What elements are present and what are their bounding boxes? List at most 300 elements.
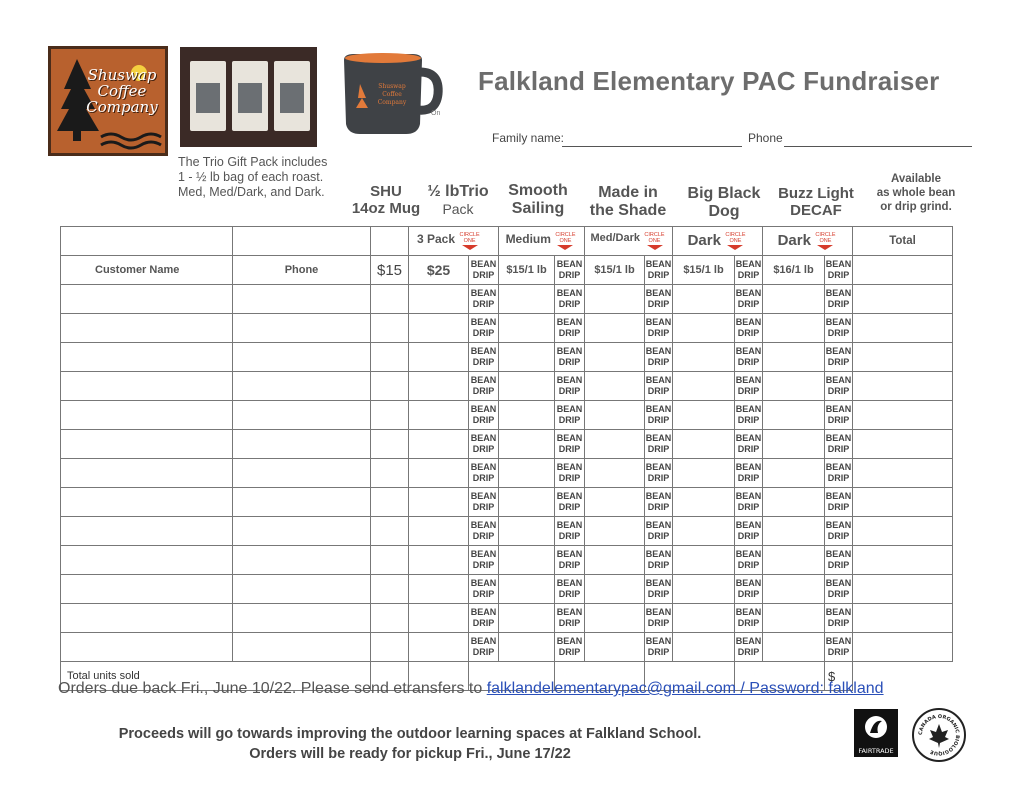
- bean-drip-choice[interactable]: [825, 372, 853, 401]
- bean-drip-choice[interactable]: [825, 633, 853, 662]
- drip-option[interactable]: DRIP: [558, 473, 581, 483]
- drip-option[interactable]: DRIP: [737, 647, 760, 657]
- drip-option[interactable]: DRIP: [737, 299, 760, 309]
- dog-entry-cell[interactable]: [673, 343, 735, 372]
- drip-option[interactable]: DRIP: [737, 589, 760, 599]
- trio-entry-cell[interactable]: [409, 546, 469, 575]
- buzz-entry-cell[interactable]: [763, 343, 825, 372]
- bean-option[interactable]: BEAN: [556, 549, 583, 559]
- bean-option[interactable]: BEAN: [735, 346, 762, 356]
- bean-option[interactable]: BEAN: [825, 288, 852, 298]
- bean-drip-choice[interactable]: [645, 546, 673, 575]
- bean-drip-choice[interactable]: [825, 546, 853, 575]
- bean-option[interactable]: BEAN: [825, 404, 852, 414]
- smooth-entry-cell[interactable]: [499, 459, 555, 488]
- bean-drip-choice[interactable]: [825, 459, 853, 488]
- bean-option[interactable]: BEAN: [825, 462, 852, 472]
- bean-drip-choice[interactable]: [735, 343, 763, 372]
- name-entry-cell[interactable]: [61, 343, 233, 372]
- bean-option[interactable]: BEAN: [556, 404, 583, 414]
- drip-option[interactable]: DRIP: [472, 386, 495, 396]
- total-entry-cell[interactable]: [853, 285, 953, 314]
- bean-option[interactable]: BEAN: [556, 375, 583, 385]
- bean-option[interactable]: BEAN: [735, 433, 762, 443]
- drip-option[interactable]: DRIP: [647, 299, 670, 309]
- phone-entry-cell[interactable]: [233, 372, 371, 401]
- smooth-entry-cell[interactable]: [499, 285, 555, 314]
- phone-entry-cell[interactable]: [233, 488, 371, 517]
- total-entry-cell[interactable]: [853, 430, 953, 459]
- drip-option[interactable]: DRIP: [472, 560, 495, 570]
- smooth-entry-cell[interactable]: [499, 401, 555, 430]
- drip-option[interactable]: DRIP: [827, 618, 850, 628]
- buzz-entry-cell[interactable]: [763, 459, 825, 488]
- bean-option[interactable]: BEAN: [735, 578, 762, 588]
- phone-entry-cell[interactable]: [233, 633, 371, 662]
- bean-drip-choice[interactable]: [555, 343, 585, 372]
- drip-option[interactable]: DRIP: [647, 618, 670, 628]
- smooth-entry-cell[interactable]: [499, 604, 555, 633]
- drip-option[interactable]: DRIP: [827, 444, 850, 454]
- bean-option[interactable]: BEAN: [556, 636, 583, 646]
- drip-option[interactable]: DRIP: [647, 560, 670, 570]
- bean-drip-choice[interactable]: [825, 314, 853, 343]
- bean-option[interactable]: BEAN: [645, 317, 672, 327]
- phone-entry-cell[interactable]: [233, 314, 371, 343]
- name-entry-cell[interactable]: [61, 633, 233, 662]
- shade-entry-cell[interactable]: [585, 517, 645, 546]
- drip-option[interactable]: DRIP: [647, 531, 670, 541]
- drip-option[interactable]: DRIP: [647, 502, 670, 512]
- bean-option[interactable]: BEAN: [645, 346, 672, 356]
- drip-option[interactable]: DRIP: [472, 415, 495, 425]
- total-entry-cell[interactable]: [853, 343, 953, 372]
- buzz-entry-cell[interactable]: [763, 372, 825, 401]
- bean-option[interactable]: BEAN: [645, 491, 672, 501]
- trio-entry-cell[interactable]: [409, 517, 469, 546]
- drip-option[interactable]: DRIP: [827, 415, 850, 425]
- bean-drip-choice[interactable]: [555, 604, 585, 633]
- bean-drip-choice[interactable]: [645, 285, 673, 314]
- total-entry-cell[interactable]: [853, 372, 953, 401]
- bean-drip-choice[interactable]: BEAN DRIP: [825, 256, 853, 285]
- bean-option[interactable]: BEAN: [556, 607, 583, 617]
- shade-entry-cell[interactable]: [585, 604, 645, 633]
- bean-drip-choice[interactable]: [735, 430, 763, 459]
- shade-entry-cell[interactable]: [585, 285, 645, 314]
- bean-option[interactable]: BEAN: [470, 404, 497, 414]
- bean-drip-choice[interactable]: [825, 285, 853, 314]
- bean-drip-choice[interactable]: [469, 575, 499, 604]
- drip-option[interactable]: DRIP: [737, 618, 760, 628]
- drip-option[interactable]: DRIP: [558, 618, 581, 628]
- drip-option[interactable]: DRIP: [737, 415, 760, 425]
- mug-entry-cell[interactable]: [371, 401, 409, 430]
- bean-option[interactable]: BEAN: [735, 462, 762, 472]
- shade-entry-cell[interactable]: [585, 459, 645, 488]
- bean-option[interactable]: BEAN: [735, 549, 762, 559]
- trio-entry-cell[interactable]: [409, 430, 469, 459]
- grand-total-cell[interactable]: $: [825, 662, 853, 691]
- bean-option[interactable]: BEAN: [470, 346, 497, 356]
- bean-option[interactable]: BEAN: [645, 520, 672, 530]
- bean-drip-choice[interactable]: [735, 401, 763, 430]
- bean-drip-choice[interactable]: [645, 314, 673, 343]
- bean-drip-choice[interactable]: [735, 517, 763, 546]
- name-entry-cell[interactable]: [61, 459, 233, 488]
- drip-option[interactable]: DRIP: [558, 502, 581, 512]
- drip-option[interactable]: DRIP: [647, 328, 670, 338]
- bean-option[interactable]: BEAN: [556, 462, 583, 472]
- buzz-entry-cell[interactable]: [763, 604, 825, 633]
- dog-entry-cell[interactable]: [673, 314, 735, 343]
- bean-drip-choice[interactable]: BEAN DRIP: [645, 256, 673, 285]
- drip-option[interactable]: DRIP: [737, 328, 760, 338]
- drip-option[interactable]: DRIP: [827, 531, 850, 541]
- bean-option[interactable]: BEAN: [556, 317, 583, 327]
- name-entry-cell[interactable]: [61, 604, 233, 633]
- drip-option[interactable]: DRIP: [558, 531, 581, 541]
- bean-drip-choice[interactable]: [555, 575, 585, 604]
- bean-option[interactable]: BEAN: [556, 491, 583, 501]
- bean-drip-choice[interactable]: [555, 488, 585, 517]
- name-entry-cell[interactable]: [61, 517, 233, 546]
- buzz-entry-cell[interactable]: [763, 430, 825, 459]
- mug-entry-cell[interactable]: [371, 314, 409, 343]
- phone-entry-cell[interactable]: [233, 285, 371, 314]
- bean-option[interactable]: BEAN: [470, 433, 497, 443]
- bean-option[interactable]: BEAN: [825, 375, 852, 385]
- buzz-entry-cell[interactable]: [763, 575, 825, 604]
- drip-option[interactable]: DRIP: [737, 560, 760, 570]
- name-entry-cell[interactable]: [61, 401, 233, 430]
- bean-drip-choice[interactable]: [555, 430, 585, 459]
- buzz-entry-cell[interactable]: [763, 517, 825, 546]
- bean-drip-choice[interactable]: [555, 285, 585, 314]
- mug-entry-cell[interactable]: [371, 488, 409, 517]
- drip-option[interactable]: DRIP: [647, 473, 670, 483]
- shade-entry-cell[interactable]: [585, 372, 645, 401]
- total-entry-cell[interactable]: [853, 314, 953, 343]
- email-link[interactable]: falklandelementarypac@gmail.com / Password: falkland: [486, 680, 884, 697]
- bean-option[interactable]: BEAN: [735, 375, 762, 385]
- smooth-entry-cell[interactable]: [499, 546, 555, 575]
- bean-option[interactable]: BEAN: [825, 317, 852, 327]
- buzz-entry-cell[interactable]: [763, 314, 825, 343]
- bean-option[interactable]: BEAN: [825, 636, 852, 646]
- drip-option[interactable]: DRIP: [647, 386, 670, 396]
- mug-entry-cell[interactable]: [371, 517, 409, 546]
- drip-option[interactable]: DRIP: [472, 299, 495, 309]
- dog-entry-cell[interactable]: [673, 401, 735, 430]
- shade-entry-cell[interactable]: [585, 401, 645, 430]
- drip-option[interactable]: DRIP: [472, 357, 495, 367]
- trio-entry-cell[interactable]: [409, 401, 469, 430]
- bean-drip-choice[interactable]: [645, 604, 673, 633]
- trio-entry-cell[interactable]: [409, 633, 469, 662]
- bean-drip-choice[interactable]: [825, 517, 853, 546]
- phone-entry-cell[interactable]: [233, 343, 371, 372]
- buzz-entry-cell[interactable]: [763, 488, 825, 517]
- drip-option[interactable]: DRIP: [737, 357, 760, 367]
- bean-option[interactable]: BEAN: [470, 491, 497, 501]
- bean-option[interactable]: BEAN: [556, 520, 583, 530]
- bean-drip-choice[interactable]: [735, 314, 763, 343]
- total-entry-cell[interactable]: [853, 575, 953, 604]
- total-entry-cell[interactable]: [853, 604, 953, 633]
- drip-option[interactable]: DRIP: [647, 589, 670, 599]
- bean-drip-choice[interactable]: [735, 285, 763, 314]
- phone-entry-cell[interactable]: [233, 517, 371, 546]
- buzz-entry-cell[interactable]: [763, 546, 825, 575]
- bean-option[interactable]: BEAN: [825, 520, 852, 530]
- bean-option[interactable]: BEAN: [645, 578, 672, 588]
- bean-option[interactable]: BEAN: [825, 491, 852, 501]
- bean-drip-choice[interactable]: [555, 401, 585, 430]
- total-entry-cell[interactable]: [853, 633, 953, 662]
- name-entry-cell[interactable]: [61, 314, 233, 343]
- bean-option[interactable]: BEAN: [825, 346, 852, 356]
- drip-option[interactable]: DRIP: [737, 444, 760, 454]
- shade-entry-cell[interactable]: [585, 430, 645, 459]
- shade-entry-cell[interactable]: [585, 575, 645, 604]
- bean-option[interactable]: BEAN: [825, 433, 852, 443]
- bean-option[interactable]: BEAN: [735, 636, 762, 646]
- drip-option[interactable]: DRIP: [472, 502, 495, 512]
- bean-drip-choice[interactable]: [555, 517, 585, 546]
- shade-entry-cell[interactable]: [585, 343, 645, 372]
- drip-option[interactable]: DRIP: [647, 647, 670, 657]
- bean-option[interactable]: BEAN: [735, 404, 762, 414]
- bean-option[interactable]: BEAN: [735, 317, 762, 327]
- drip-option[interactable]: DRIP: [737, 473, 760, 483]
- drip-option[interactable]: DRIP: [558, 444, 581, 454]
- drip-option[interactable]: DRIP: [472, 618, 495, 628]
- bean-option[interactable]: BEAN: [556, 288, 583, 298]
- mug-entry-cell[interactable]: [371, 633, 409, 662]
- drip-option[interactable]: DRIP: [827, 502, 850, 512]
- mug-entry-cell[interactable]: [371, 343, 409, 372]
- smooth-entry-cell[interactable]: [499, 314, 555, 343]
- bean-drip-choice[interactable]: [735, 546, 763, 575]
- shade-entry-cell[interactable]: [585, 314, 645, 343]
- drip-option[interactable]: DRIP: [647, 415, 670, 425]
- trio-entry-cell[interactable]: [409, 459, 469, 488]
- drip-option[interactable]: DRIP: [827, 473, 850, 483]
- bean-option[interactable]: BEAN: [470, 549, 497, 559]
- bean-drip-choice[interactable]: [735, 633, 763, 662]
- bean-drip-choice[interactable]: [735, 372, 763, 401]
- bean-option[interactable]: BEAN: [735, 288, 762, 298]
- bean-drip-choice[interactable]: [469, 459, 499, 488]
- shade-entry-cell[interactable]: [585, 488, 645, 517]
- bean-drip-choice[interactable]: [555, 459, 585, 488]
- smooth-entry-cell[interactable]: [499, 633, 555, 662]
- bean-drip-choice[interactable]: [645, 372, 673, 401]
- trio-entry-cell[interactable]: [409, 343, 469, 372]
- drip-option[interactable]: DRIP: [737, 386, 760, 396]
- dog-entry-cell[interactable]: [673, 546, 735, 575]
- bean-drip-choice[interactable]: [825, 575, 853, 604]
- bean-drip-choice[interactable]: [555, 372, 585, 401]
- name-entry-cell[interactable]: [61, 372, 233, 401]
- drip-option[interactable]: DRIP: [558, 299, 581, 309]
- drip-option[interactable]: DRIP: [737, 531, 760, 541]
- total-entry-cell[interactable]: [853, 401, 953, 430]
- drip-option[interactable]: DRIP: [558, 357, 581, 367]
- drip-option[interactable]: DRIP: [827, 328, 850, 338]
- total-entry-cell[interactable]: [853, 546, 953, 575]
- name-entry-cell[interactable]: [61, 488, 233, 517]
- name-entry-cell[interactable]: [61, 285, 233, 314]
- bean-option[interactable]: BEAN: [645, 636, 672, 646]
- bean-option[interactable]: BEAN: [825, 578, 852, 588]
- drip-option[interactable]: DRIP: [472, 444, 495, 454]
- total-entry-cell[interactable]: [853, 517, 953, 546]
- trio-entry-cell[interactable]: [409, 604, 469, 633]
- mug-entry-cell[interactable]: [371, 285, 409, 314]
- dog-entry-cell[interactable]: [673, 488, 735, 517]
- bean-option[interactable]: BEAN: [556, 433, 583, 443]
- dog-entry-cell[interactable]: [673, 633, 735, 662]
- bean-drip-choice[interactable]: [469, 285, 499, 314]
- shade-entry-cell[interactable]: [585, 546, 645, 575]
- drip-option[interactable]: DRIP: [472, 531, 495, 541]
- bean-option[interactable]: BEAN: [645, 607, 672, 617]
- buzz-entry-cell[interactable]: [763, 633, 825, 662]
- mug-entry-cell[interactable]: [371, 546, 409, 575]
- smooth-entry-cell[interactable]: [499, 488, 555, 517]
- phone-entry-cell[interactable]: [233, 401, 371, 430]
- drip-option[interactable]: DRIP: [558, 647, 581, 657]
- bean-drip-choice[interactable]: [645, 459, 673, 488]
- phone-entry-cell[interactable]: [233, 575, 371, 604]
- bean-drip-choice[interactable]: [645, 401, 673, 430]
- bean-drip-choice[interactable]: [555, 314, 585, 343]
- dog-entry-cell[interactable]: [673, 459, 735, 488]
- bean-drip-choice[interactable]: [825, 604, 853, 633]
- bean-drip-choice[interactable]: [645, 343, 673, 372]
- drip-option[interactable]: DRIP: [647, 444, 670, 454]
- bean-drip-choice[interactable]: [469, 517, 499, 546]
- trio-entry-cell[interactable]: [409, 372, 469, 401]
- bean-option[interactable]: BEAN: [645, 549, 672, 559]
- bean-drip-choice[interactable]: [645, 517, 673, 546]
- bean-option[interactable]: BEAN: [470, 317, 497, 327]
- trio-entry-cell[interactable]: [409, 488, 469, 517]
- total-cell[interactable]: [853, 256, 953, 285]
- bean-option[interactable]: BEAN: [645, 404, 672, 414]
- bean-option[interactable]: BEAN: [645, 288, 672, 298]
- trio-entry-cell[interactable]: [409, 285, 469, 314]
- drip-option[interactable]: DRIP: [827, 647, 850, 657]
- name-entry-cell[interactable]: [61, 430, 233, 459]
- trio-entry-cell[interactable]: [409, 575, 469, 604]
- bean-drip-choice[interactable]: [735, 459, 763, 488]
- drip-option[interactable]: DRIP: [558, 415, 581, 425]
- total-entry-cell[interactable]: [853, 488, 953, 517]
- bean-drip-choice[interactable]: [469, 633, 499, 662]
- smooth-entry-cell[interactable]: [499, 575, 555, 604]
- bean-option[interactable]: BEAN: [470, 375, 497, 385]
- bean-option[interactable]: BEAN: [735, 491, 762, 501]
- smooth-entry-cell[interactable]: [499, 343, 555, 372]
- bean-drip-choice[interactable]: BEAN DRIP: [735, 256, 763, 285]
- bean-drip-choice[interactable]: [825, 488, 853, 517]
- bean-drip-choice[interactable]: [469, 430, 499, 459]
- smooth-entry-cell[interactable]: [499, 430, 555, 459]
- bean-option[interactable]: BEAN: [470, 636, 497, 646]
- bean-drip-choice[interactable]: BEAN DRIP: [555, 256, 585, 285]
- bean-drip-choice[interactable]: BEAN DRIP: [469, 256, 499, 285]
- bean-option[interactable]: BEAN: [556, 578, 583, 588]
- bean-drip-choice[interactable]: [645, 488, 673, 517]
- bean-option[interactable]: BEAN: [735, 607, 762, 617]
- name-entry-cell[interactable]: [61, 575, 233, 604]
- bean-drip-choice[interactable]: [645, 430, 673, 459]
- bean-drip-choice[interactable]: [825, 401, 853, 430]
- dog-entry-cell[interactable]: [673, 285, 735, 314]
- drip-option[interactable]: DRIP: [737, 502, 760, 512]
- bean-option[interactable]: BEAN: [470, 607, 497, 617]
- bean-drip-choice[interactable]: [469, 314, 499, 343]
- mug-entry-cell[interactable]: [371, 372, 409, 401]
- bean-drip-choice[interactable]: [469, 488, 499, 517]
- bean-option[interactable]: BEAN: [556, 346, 583, 356]
- drip-option[interactable]: DRIP: [472, 589, 495, 599]
- drip-option[interactable]: DRIP: [827, 299, 850, 309]
- drip-option[interactable]: DRIP: [647, 357, 670, 367]
- bean-drip-choice[interactable]: [825, 430, 853, 459]
- bean-drip-choice[interactable]: [469, 546, 499, 575]
- drip-option[interactable]: DRIP: [558, 560, 581, 570]
- buzz-entry-cell[interactable]: [763, 285, 825, 314]
- bean-option[interactable]: BEAN: [825, 607, 852, 617]
- bean-option[interactable]: BEAN: [735, 520, 762, 530]
- phone-entry-cell[interactable]: [233, 430, 371, 459]
- drip-option[interactable]: DRIP: [472, 328, 495, 338]
- drip-option[interactable]: DRIP: [558, 386, 581, 396]
- mug-entry-cell[interactable]: [371, 575, 409, 604]
- name-entry-cell[interactable]: [61, 546, 233, 575]
- mug-entry-cell[interactable]: [371, 604, 409, 633]
- bean-drip-choice[interactable]: [469, 604, 499, 633]
- phone-entry-cell[interactable]: [233, 459, 371, 488]
- bean-option[interactable]: BEAN: [645, 462, 672, 472]
- bean-drip-choice[interactable]: [735, 604, 763, 633]
- drip-option[interactable]: DRIP: [472, 647, 495, 657]
- dog-entry-cell[interactable]: [673, 430, 735, 459]
- bean-drip-choice[interactable]: [469, 343, 499, 372]
- bean-drip-choice[interactable]: [645, 633, 673, 662]
- drip-option[interactable]: DRIP: [558, 328, 581, 338]
- bean-option[interactable]: BEAN: [470, 288, 497, 298]
- shade-entry-cell[interactable]: [585, 633, 645, 662]
- family-name-field[interactable]: [562, 146, 742, 147]
- drip-option[interactable]: DRIP: [472, 473, 495, 483]
- bean-drip-choice[interactable]: [555, 633, 585, 662]
- drip-option[interactable]: DRIP: [558, 589, 581, 599]
- drip-option[interactable]: DRIP: [827, 560, 850, 570]
- smooth-entry-cell[interactable]: [499, 372, 555, 401]
- trio-entry-cell[interactable]: [409, 314, 469, 343]
- bean-option[interactable]: BEAN: [470, 462, 497, 472]
- phone-entry-cell[interactable]: [233, 546, 371, 575]
- bean-option[interactable]: BEAN: [645, 375, 672, 385]
- bean-drip-choice[interactable]: [469, 401, 499, 430]
- dog-entry-cell[interactable]: [673, 372, 735, 401]
- mug-entry-cell[interactable]: [371, 459, 409, 488]
